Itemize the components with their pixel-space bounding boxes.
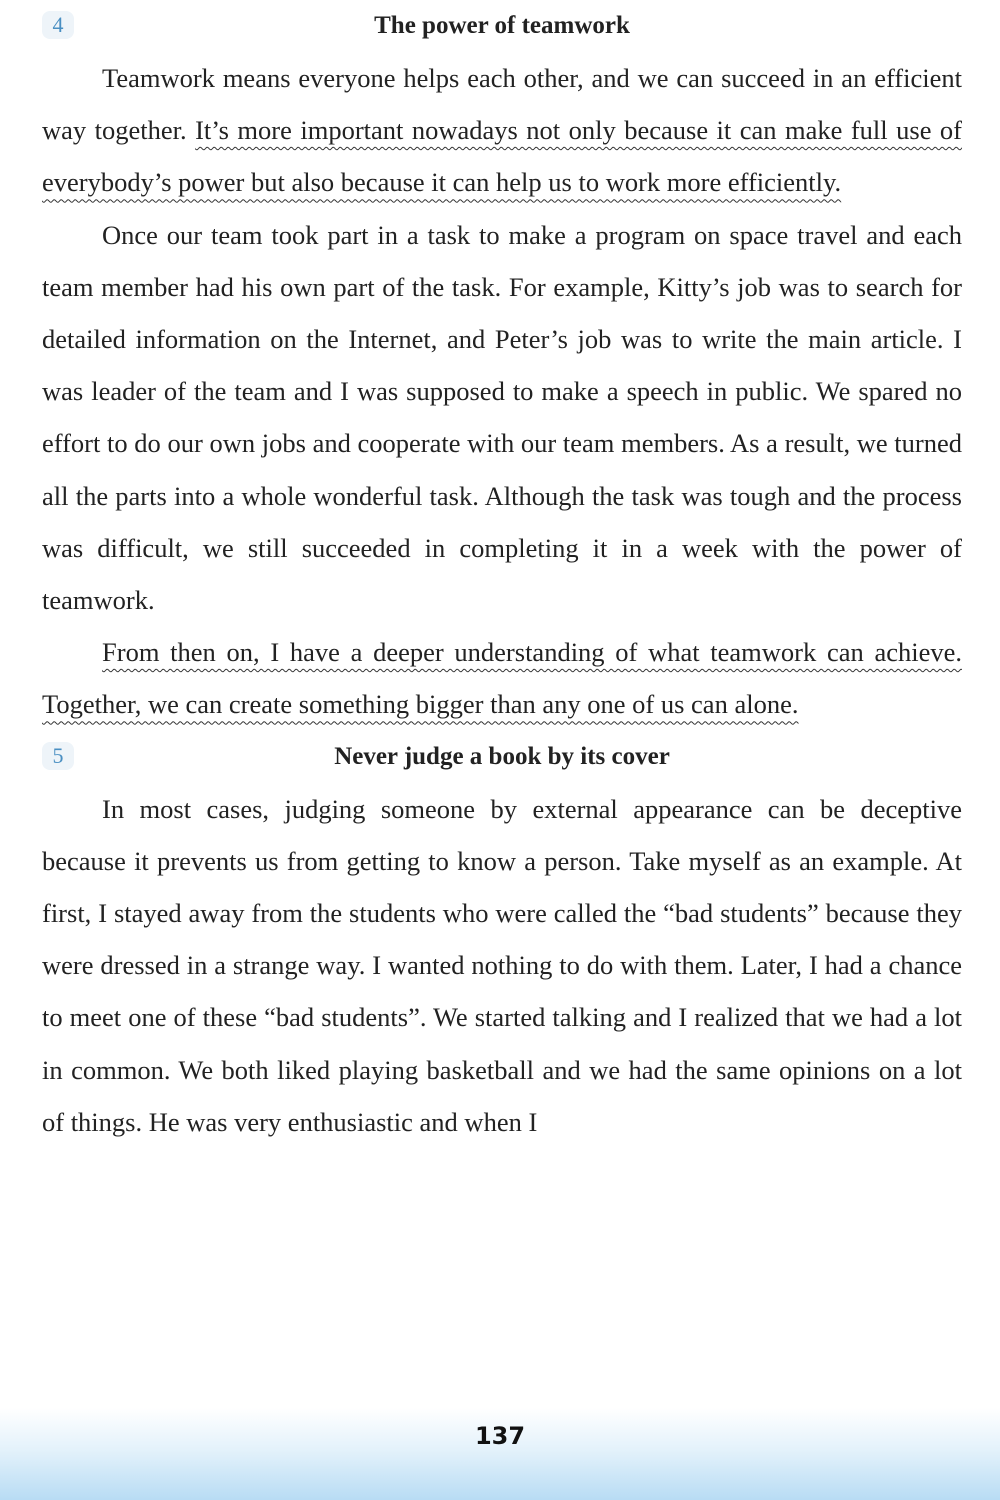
text-segment: Once our team took part in a task to make a program on space travel and each team member had his own part of the task. For example, Kitty’s job was to search for detailed information on the Internet, and Peter’s job was to write the main article. I was leader of the team and I was supposed to make a speech in public. We spared no effort to do our own jobs and cooperate with our team members. As a result, we turned all the parts into a whole wonderful task. Although the task was tough and the process was difficult, we still succeeded in completing it in a week with the power of teamwork. <box>42 219 962 616</box>
essay-number-badge: 4 <box>42 11 74 39</box>
essay-title: Never judge a book by its cover <box>334 742 670 770</box>
essay-header <box>42 0 962 52</box>
essay-4 <box>42 0 962 731</box>
page-number: 137 <box>474 1422 526 1450</box>
underlined-sentence: It’s more important nowadays not only because it can make full use of everybody’s power but also because it can help us to work more efficiently. <box>42 115 963 198</box>
essay-paragraph <box>42 52 962 209</box>
essay-paragraph <box>42 209 962 627</box>
text-segment: In most cases, judging someone by external appearance can be deceptive because it prevents us from getting to know a person. Take myself as an example. At first, I stayed away from the students who were called the “bad students” because they were dressed in a strange way. I wanted nothing to do with them. Later, I had a chance to meet one of these “bad students”. We started talking and I realized that we had a lot in common. We both liked playing basketball and we had the same opinions on a lot of things. He was very enthusiastic and when I <box>42 793 962 1137</box>
text-segment: Teamwork means everyone helps each other, and we can succeed in an efficient way together. <box>42 63 962 146</box>
essay-header <box>42 731 962 783</box>
essay-title: The power of teamwork <box>374 12 630 39</box>
essay-number-badge: 5 <box>42 742 74 770</box>
page-content <box>42 0 962 1148</box>
page-footer <box>0 1408 1000 1500</box>
essay-5 <box>42 731 962 1148</box>
essay-paragraph <box>42 783 962 1148</box>
essay-list <box>42 0 962 1148</box>
essay-paragraph <box>42 626 962 730</box>
underlined-sentence: From then on, I have a deeper understanding of what teamwork can achieve. Together, we can create something bigger than any one of us can alone. <box>42 637 962 720</box>
